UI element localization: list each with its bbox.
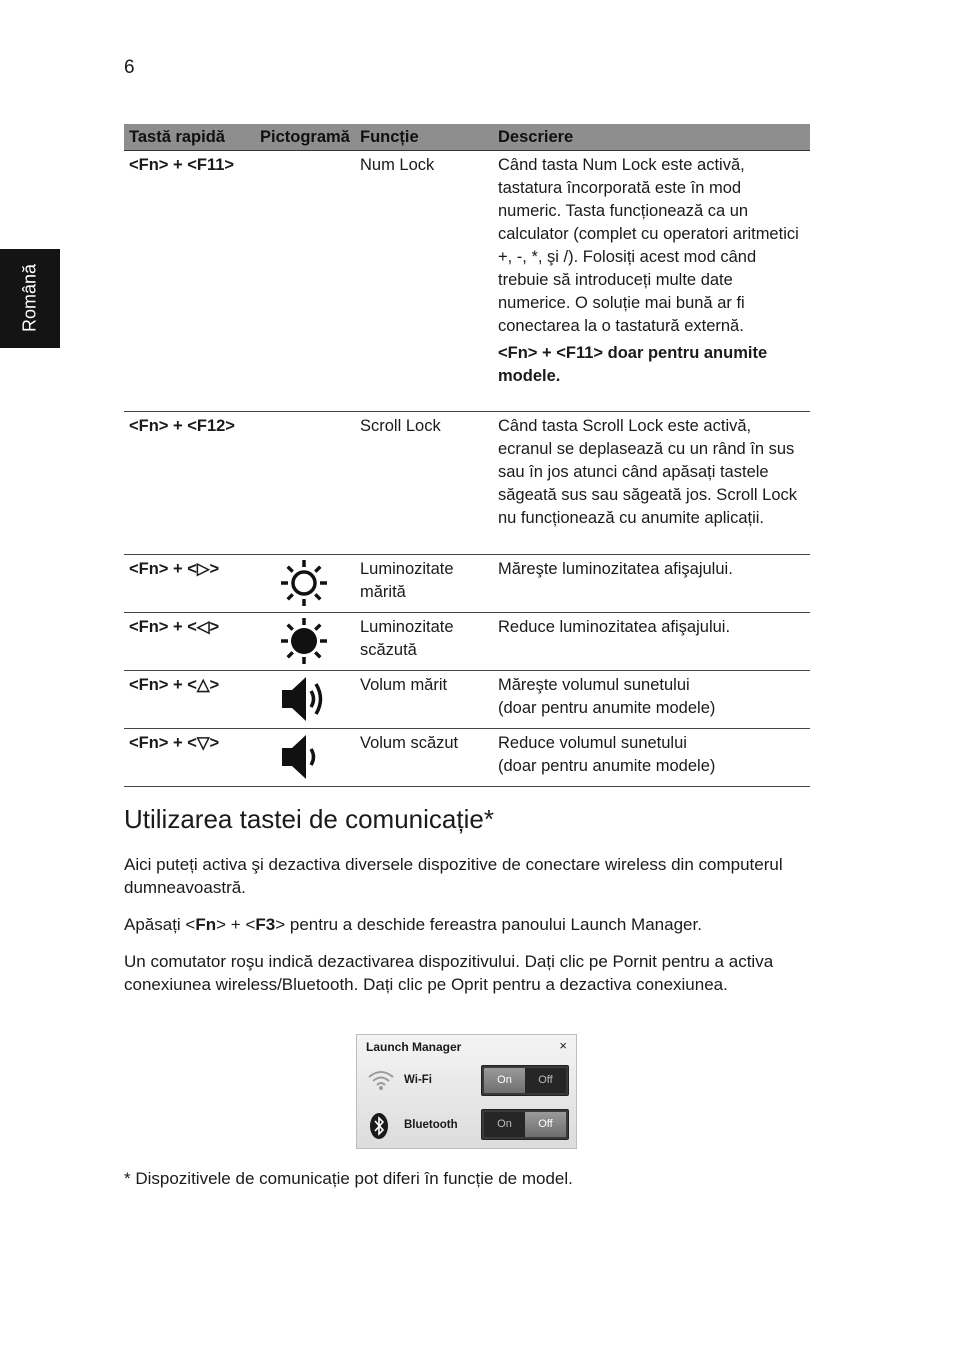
shortcut-text-post: > pentru a deschide fereastra panoului Launch Manager. [275, 915, 702, 934]
bluetooth-on-button[interactable]: On [484, 1112, 525, 1137]
function-cell: Scroll Lock [355, 412, 493, 555]
toggle-paragraph: Un comutator roşu indică dezactivarea dispozitivului. Dați clic pe Pornit pentru a activa conexiunea wireless/Bluetooth. Dați clic pe Oprit pentru a dezactiva conexiunea. [124, 952, 774, 994]
header-hotkey: Tastă rapidă [124, 124, 255, 151]
header-function: Funcție [355, 124, 493, 151]
intro-paragraph: Aici puteți activa şi dezactiva diversele dispozitive de conectare wireless din computerul dumneavoastră. [124, 855, 783, 897]
description-text-line2: (doar pentru anumite modele) [498, 699, 716, 717]
hotkey-cell: <Fn> + <▷> [124, 555, 255, 613]
volume-down-icon [280, 732, 338, 782]
wifi-toggle[interactable] [481, 1065, 569, 1096]
description-cell [493, 671, 810, 729]
hotkey-cell: <Fn> + <◁> [124, 613, 255, 671]
description-cell: Reduce luminozitatea afişajului. [493, 613, 810, 671]
description-cell [493, 151, 810, 412]
icon-cell [255, 613, 355, 671]
wifi-label: Wi-Fi [404, 1074, 432, 1086]
close-icon[interactable]: × [559, 1038, 567, 1053]
brightness-down-icon [280, 616, 338, 666]
bluetooth-off-button[interactable]: Off [525, 1112, 566, 1137]
language-tab-label: Română [19, 263, 40, 333]
table-row [124, 671, 810, 729]
shortcut-key-f3: F3 [255, 915, 276, 934]
wifi-on-button[interactable]: On [484, 1068, 525, 1093]
language-side-tab [0, 249, 60, 348]
icon-cell [255, 555, 355, 613]
shortcut-text-mid: > + < [216, 915, 256, 934]
header-description: Descriere [493, 124, 810, 151]
table-row [124, 555, 810, 613]
hotkey-cell: <Fn> + <△> [124, 671, 255, 729]
function-cell: Luminozitate scăzută [355, 613, 493, 671]
bluetooth-icon [367, 1112, 391, 1140]
section-title: Utilizarea tastei de comunicație* [124, 804, 494, 834]
description-cell [493, 729, 810, 787]
hotkey-cell: <Fn> + <▽> [124, 729, 255, 787]
table-row [124, 613, 810, 671]
table-header-row [124, 124, 810, 151]
description-text: Reduce volumul sunetului [498, 734, 687, 752]
shortcut-key-fn: Fn [195, 915, 217, 934]
description-text: Când tasta Num Lock este activă, tastatura încorporată este în mod numeric. Tasta funcționează ca un calculator (complet cu operatori aritmetici +, -, *, şi /). Folosiți acest mod când trebuie să introduceți multe date numerice. O soluție mai bună ar fi conectarea la o tastatură externă. [498, 156, 799, 335]
icon-cell [255, 412, 355, 555]
function-cell: Luminozitate mărită [355, 555, 493, 613]
function-cell: Volum scăzut [355, 729, 493, 787]
wifi-icon [367, 1069, 395, 1091]
function-cell: Num Lock [355, 151, 493, 412]
table-row [124, 729, 810, 787]
icon-cell [255, 729, 355, 787]
hotkeys-table [124, 124, 810, 787]
shortcut-text-pre: Apăsați < [124, 915, 196, 934]
icon-cell [255, 671, 355, 729]
brightness-up-icon [280, 558, 338, 608]
footnote: * Dispozitivele de comunicație pot diferi în funcție de model. [124, 1169, 573, 1188]
volume-up-icon [280, 674, 338, 724]
launch-manager-panel [356, 1034, 577, 1149]
icon-cell [255, 151, 355, 412]
description-cell: Măreşte luminozitatea afişajului. [493, 555, 810, 613]
page-number: 6 [124, 57, 135, 78]
shortcut-paragraph [124, 913, 804, 936]
hotkey-cell: <Fn> + <F12> [124, 412, 255, 555]
hotkey-cell: <Fn> + <F11> [124, 151, 255, 412]
launch-manager-title: Launch Manager [366, 1040, 462, 1054]
wifi-off-button[interactable]: Off [525, 1068, 566, 1093]
table-row [124, 151, 810, 412]
description-text: Măreşte volumul sunetului [498, 676, 690, 694]
function-cell: Volum mărit [355, 671, 493, 729]
description-text-line2: (doar pentru anumite modele) [498, 757, 716, 775]
description-note: <Fn> + <F11> doar pentru anumite modele. [498, 344, 768, 385]
description-cell: Când tasta Scroll Lock este activă, ecranul se deplasează cu un rând în sus sau în jos atunci când apăsați tastele săgeată sus sau săgeată jos. Scroll Lock nu funcționează cu anumite aplicații. [493, 412, 810, 555]
header-icon: Pictogramă [255, 124, 355, 151]
bluetooth-label: Bluetooth [404, 1119, 458, 1131]
bluetooth-toggle[interactable] [481, 1109, 569, 1140]
table-row [124, 412, 810, 555]
